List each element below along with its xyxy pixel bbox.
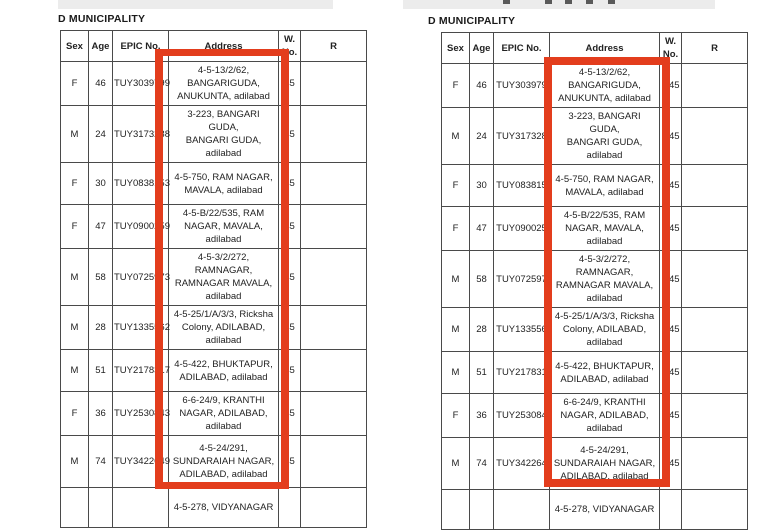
- cell-age: 51: [89, 350, 113, 392]
- cell-r: [301, 163, 367, 205]
- table-row: [61, 106, 367, 163]
- cell-r: [682, 165, 748, 207]
- voters-table-wrap: [441, 32, 718, 515]
- cell-wno: 45: [660, 165, 682, 207]
- cell-wno: 45: [660, 251, 682, 308]
- cell-sex: F: [61, 62, 89, 106]
- cell-wno: 45: [660, 438, 682, 490]
- col-header-address: Address: [169, 31, 279, 62]
- cell-epic: [113, 488, 169, 528]
- col-header-age: Age: [470, 33, 494, 64]
- cell-address: 4-5-13/2/62, BANGARIGUDA, ANUKUNTA, adilabad: [169, 62, 279, 106]
- col-header-wno: W. No.: [279, 31, 301, 62]
- cell-epic: [494, 490, 550, 530]
- cell-epic: TUY342264: [494, 438, 550, 490]
- cell-sex: M: [442, 352, 470, 394]
- cell-epic: TUY3173288: [113, 106, 169, 163]
- cell-epic: TUY0725973: [113, 249, 169, 306]
- cell-epic: TUY317328: [494, 108, 550, 165]
- table-row: [442, 438, 748, 490]
- cell-address: 4-5-B/22/535, RAM NAGAR, MAVALA, adilabad: [550, 207, 660, 251]
- cell-wno: 45: [279, 106, 301, 163]
- cell-wno: 45: [279, 350, 301, 392]
- cell-sex: F: [61, 163, 89, 205]
- cell-age: 46: [470, 64, 494, 108]
- cell-epic: TUY1335562: [113, 306, 169, 350]
- cell-wno: 45: [660, 394, 682, 438]
- cell-r: [682, 251, 748, 308]
- cell-sex: M: [61, 350, 89, 392]
- table-row: [442, 352, 748, 394]
- cell-age: 28: [470, 308, 494, 352]
- cell-address: 4-5-24/291, SUNDARAIAH NAGAR, ADILABAD, adilabad: [169, 436, 279, 488]
- cell-r: [682, 207, 748, 251]
- col-header-epic: EPIC No.: [494, 33, 550, 64]
- table-row: [61, 350, 367, 392]
- cell-age: 58: [89, 249, 113, 306]
- page-title: D MUNICIPALITY: [58, 13, 146, 25]
- cell-r: [682, 352, 748, 394]
- cell-age: 58: [470, 251, 494, 308]
- cell-wno: 45: [660, 207, 682, 251]
- table-header-row: [61, 31, 367, 62]
- cell-age: 51: [470, 352, 494, 394]
- cell-sex: [442, 490, 470, 530]
- cell-age: 36: [89, 392, 113, 436]
- cell-age: 74: [470, 438, 494, 490]
- cell-wno: [279, 488, 301, 528]
- table-row: [61, 249, 367, 306]
- col-header-address: Address: [550, 33, 660, 64]
- col-header-sex: Sex: [442, 33, 470, 64]
- col-header-epic: EPIC No.: [113, 31, 169, 62]
- cell-address: 4-5-13/2/62, BANGARIGUDA, ANUKUNTA, adilabad: [550, 64, 660, 108]
- cell-wno: 45: [660, 108, 682, 165]
- table-row: [442, 490, 748, 530]
- cell-epic: TUY2530843: [113, 392, 169, 436]
- cell-wno: 45: [660, 308, 682, 352]
- cell-r: [682, 108, 748, 165]
- cell-epic: TUY3422649: [113, 436, 169, 488]
- cell-r: [301, 488, 367, 528]
- voters-table: [441, 32, 748, 530]
- cell-epic: TUY253084: [494, 394, 550, 438]
- cell-address: 4-5-25/1/A/3/3, Ricksha Colony, ADILABAD, adilabad: [550, 308, 660, 352]
- table-row: [61, 163, 367, 205]
- cropped-glyph-mark: [503, 0, 510, 4]
- table-row: [61, 392, 367, 436]
- cell-r: [682, 394, 748, 438]
- voters-table-wrap: [60, 30, 358, 513]
- cell-address: 4-5-B/22/535, RAM NAGAR, MAVALA, adilabad: [169, 205, 279, 249]
- cell-sex: M: [442, 438, 470, 490]
- cell-age: 28: [89, 306, 113, 350]
- cell-age: 47: [470, 207, 494, 251]
- cell-age: 46: [89, 62, 113, 106]
- cell-r: [301, 392, 367, 436]
- cell-r: [682, 308, 748, 352]
- cell-r: [682, 64, 748, 108]
- cell-sex: M: [61, 306, 89, 350]
- cell-address: 4-5-278, VIDYANAGAR: [550, 490, 660, 530]
- cell-wno: 45: [660, 64, 682, 108]
- cell-sex: M: [442, 308, 470, 352]
- table-row: [61, 62, 367, 106]
- cell-r: [301, 62, 367, 106]
- cell-address: 4-5-750, RAM NAGAR, MAVALA, adilabad: [550, 165, 660, 207]
- cell-epic: TUY303979: [494, 64, 550, 108]
- cropped-toolbar-strip: [403, 0, 715, 9]
- voters-table: [60, 30, 367, 528]
- cell-epic: TUY072597: [494, 251, 550, 308]
- cropped-glyph-mark: [608, 0, 615, 4]
- col-header-age: Age: [89, 31, 113, 62]
- cell-address: 4-5-422, BHUKTAPUR, ADILABAD, adilabad: [550, 352, 660, 394]
- table-row: [442, 108, 748, 165]
- cell-epic: TUY3039799: [113, 62, 169, 106]
- col-header-r: R: [682, 33, 748, 64]
- cell-age: 30: [470, 165, 494, 207]
- cell-sex: M: [61, 436, 89, 488]
- cell-r: [301, 350, 367, 392]
- cell-age: 24: [89, 106, 113, 163]
- cell-wno: 45: [279, 249, 301, 306]
- cell-wno: [660, 490, 682, 530]
- cell-wno: 45: [279, 436, 301, 488]
- cropped-glyph-mark: [586, 0, 593, 4]
- cell-r: [682, 490, 748, 530]
- cell-wno: 45: [279, 306, 301, 350]
- cell-address: 4-5-422, BHUKTAPUR, ADILABAD, adilabad: [169, 350, 279, 392]
- cell-epic: TUY0838153: [113, 163, 169, 205]
- cell-age: [470, 490, 494, 530]
- document-panel-left: [58, 0, 360, 513]
- cell-epic: TUY133556: [494, 308, 550, 352]
- table-row: [442, 207, 748, 251]
- cell-epic: TUY217831: [494, 352, 550, 394]
- cell-sex: F: [61, 205, 89, 249]
- cell-address: 4-5-24/291, SUNDARAIAH NAGAR, ADILABAD, adilabad: [550, 438, 660, 490]
- table-row: [61, 205, 367, 249]
- cell-address: 3-223, BANGARI GUDA, BANGARI GUDA, adilabad: [550, 108, 660, 165]
- cell-r: [301, 436, 367, 488]
- cell-address: 6-6-24/9, KRANTHI NAGAR, ADILABAD, adilabad: [169, 392, 279, 436]
- table-row: [442, 308, 748, 352]
- cell-address: 4-5-278, VIDYANAGAR: [169, 488, 279, 528]
- cell-address: 4-5-3/2/272, RAMNAGAR, RAMNAGAR MAVALA, adilabad: [169, 249, 279, 306]
- cropped-toolbar-strip: [58, 0, 333, 9]
- cell-epic: TUY2178317: [113, 350, 169, 392]
- cell-age: [89, 488, 113, 528]
- table-row: [442, 251, 748, 308]
- cell-address: 6-6-24/9, KRANTHI NAGAR, ADILABAD, adilabad: [550, 394, 660, 438]
- table-header-row: [442, 33, 748, 64]
- cell-sex: [61, 488, 89, 528]
- cell-wno: 45: [279, 205, 301, 249]
- table-row: [61, 306, 367, 350]
- cell-sex: F: [442, 165, 470, 207]
- cell-sex: F: [61, 392, 89, 436]
- table-row: [442, 64, 748, 108]
- cell-r: [301, 106, 367, 163]
- cell-sex: F: [442, 207, 470, 251]
- cell-sex: M: [61, 106, 89, 163]
- cell-epic: TUY090025: [494, 207, 550, 251]
- cell-sex: F: [442, 64, 470, 108]
- cell-age: 30: [89, 163, 113, 205]
- cell-r: [301, 205, 367, 249]
- cell-address: 4-5-3/2/272, RAMNAGAR, RAMNAGAR MAVALA, adilabad: [550, 251, 660, 308]
- cell-wno: 45: [279, 163, 301, 205]
- cell-age: 36: [470, 394, 494, 438]
- cell-wno: 45: [279, 392, 301, 436]
- cell-wno: 45: [660, 352, 682, 394]
- cell-epic: TUY083815: [494, 165, 550, 207]
- cell-age: 24: [470, 108, 494, 165]
- page-title: D MUNICIPALITY: [428, 15, 516, 27]
- document-panel-right: [378, 0, 780, 515]
- table-row: [442, 394, 748, 438]
- cell-address: 4-5-25/1/A/3/3, Ricksha Colony, ADILABAD, adilabad: [169, 306, 279, 350]
- col-header-sex: Sex: [61, 31, 89, 62]
- cell-epic: TUY0900259: [113, 205, 169, 249]
- cropped-glyph-mark: [545, 0, 552, 4]
- cell-age: 74: [89, 436, 113, 488]
- table-row: [61, 436, 367, 488]
- cell-age: 47: [89, 205, 113, 249]
- cropped-glyph-mark: [565, 0, 572, 4]
- cell-sex: M: [442, 108, 470, 165]
- col-header-r: R: [301, 31, 367, 62]
- col-header-wno: W. No.: [660, 33, 682, 64]
- cell-r: [301, 249, 367, 306]
- table-row: [442, 165, 748, 207]
- cell-wno: 45: [279, 62, 301, 106]
- cell-r: [301, 306, 367, 350]
- cell-sex: M: [61, 249, 89, 306]
- cell-address: 3-223, BANGARI GUDA, BANGARI GUDA, adilabad: [169, 106, 279, 163]
- cell-address: 4-5-750, RAM NAGAR, MAVALA, adilabad: [169, 163, 279, 205]
- cell-r: [682, 438, 748, 490]
- cell-sex: F: [442, 394, 470, 438]
- table-row: [61, 488, 367, 528]
- cell-sex: M: [442, 251, 470, 308]
